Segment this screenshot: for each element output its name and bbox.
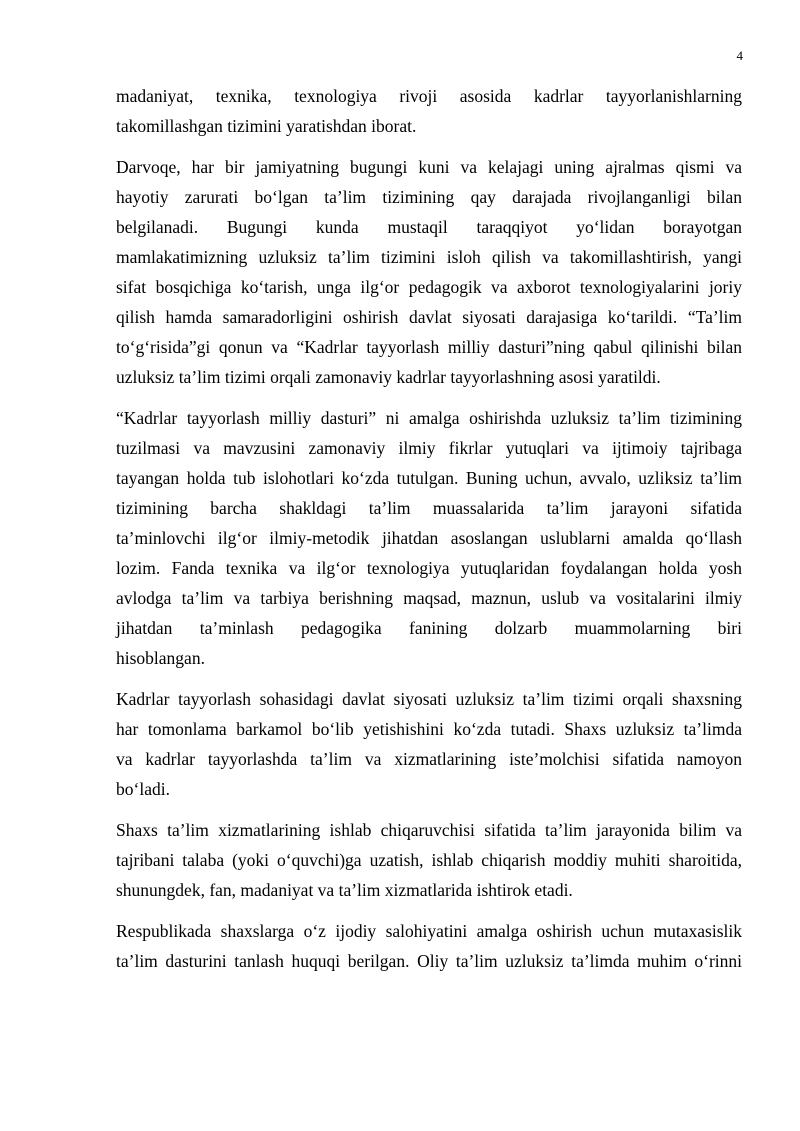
text-line: ta’minlovchi ilg‘or ilmiy-metodik jihatdan asoslangan uslublarni amalda qo‘llash	[116, 528, 742, 548]
text-line: hisoblangan.	[116, 648, 205, 668]
text-line: va kadrlar tayyorlashda ta’lim va xizmatlarining iste’molchisi sifatida namoyon	[116, 749, 742, 769]
paragraph	[116, 815, 742, 905]
paragraph	[116, 684, 742, 804]
text-line: Kadrlar tayyorlash sohasidagi davlat siyosati uzluksiz ta’lim tizimi orqali shaxsning	[116, 689, 742, 709]
text-line: lozim. Fanda texnika va ilg‘or texnologiya yutuqlaridan foydalangan holda yosh	[116, 558, 742, 578]
text-line: hayotiy zarurati bo‘lgan ta’lim tizimining qay darajada rivojlanganligi bilan	[116, 187, 742, 207]
text-line: Shaxs ta’lim xizmatlarining ishlab chiqaruvchisi sifatida ta’lim jarayonida bilim va	[116, 820, 742, 840]
text-line: madaniyat, texnika, texnologiya rivoji asosida kadrlar tayyorlanishlarning	[116, 86, 742, 106]
text-line: uzluksiz ta’lim tizimi orqali zamonaviy kadrlar tayyorlashning asosi yaratildi.	[116, 367, 661, 387]
paragraph	[116, 152, 742, 392]
text-line: sifat bosqichiga ko‘tarish, unga ilg‘or pedagogik va axborot texnologiyalarini joriy	[116, 277, 742, 297]
text-line: har tomonlama barkamol bo‘lib yetishishini ko‘zda tutadi. Shaxs uzluksiz ta’limda	[116, 719, 742, 739]
text-line: mamlakatimizning uzluksiz ta’lim tizimini isloh qilish va takomillashtirish, yangi	[116, 247, 742, 267]
text-line: ta’lim dasturini tanlash huquqi berilgan. Oliy ta’lim uzluksiz ta’limda muhim o‘rinni	[116, 951, 742, 971]
paragraph	[116, 403, 742, 673]
text-line: tayangan holda tub islohotlari ko‘zda tutulgan. Buning uchun, avvalo, uzliksiz ta’lim	[116, 468, 742, 488]
text-line: jihatdan ta’minlash pedagogika fanining dolzarb muammolarning biri	[116, 618, 742, 638]
text-line: tajribani talaba (yoki o‘quvchi)ga uzatish, ishlab chiqarish moddiy muhiti sharoitida,	[116, 850, 742, 870]
text-line: Darvoqe, har bir jamiyatning bugungi kuni va kelajagi uning ajralmas qismi va	[116, 157, 742, 177]
text-line: takomillashgan tizimini yaratishdan iborat.	[116, 116, 417, 136]
text-line: to‘g‘risida”gi qonun va “Kadrlar tayyorlash milliy dasturi”ning qabul qilinishi bilan	[116, 337, 742, 357]
text-line: bo‘ladi.	[116, 779, 170, 799]
text-line: tuzilmasi va mavzusini zamonaviy ilmiy fikrlar yutuqlari va ijtimoiy tajribaga	[116, 438, 742, 458]
text-line: avlodga ta’lim va tarbiya berishning maqsad, maznun, uslub va vositalarini ilmiy	[116, 588, 742, 608]
text-line: belgilanadi. Bugungi kunda mustaqil taraqqiyot yo‘lidan borayotgan	[116, 217, 742, 237]
text-line: shunungdek, fan, madaniyat va ta’lim xizmatlarida ishtirok etadi.	[116, 880, 573, 900]
paragraph	[116, 81, 742, 141]
text-line: tizimining barcha shakldagi ta’lim muassalarida ta’lim jarayoni sifatida	[116, 498, 742, 518]
text-line: “Kadrlar tayyorlash milliy dasturi” ni amalga oshirishda uzluksiz ta’lim tizimining	[116, 408, 742, 428]
text-line: Respublikada shaxslarga o‘z ijodiy salohiyatini amalga oshirish uchun mutaxasislik	[116, 921, 742, 941]
body-text	[116, 81, 742, 987]
page-number: 4	[736, 48, 743, 63]
text-line: qilish hamda samaradorligini oshirish davlat siyosati darajasiga ko‘tarildi. “Ta’lim	[116, 307, 742, 327]
paragraph	[116, 916, 742, 976]
